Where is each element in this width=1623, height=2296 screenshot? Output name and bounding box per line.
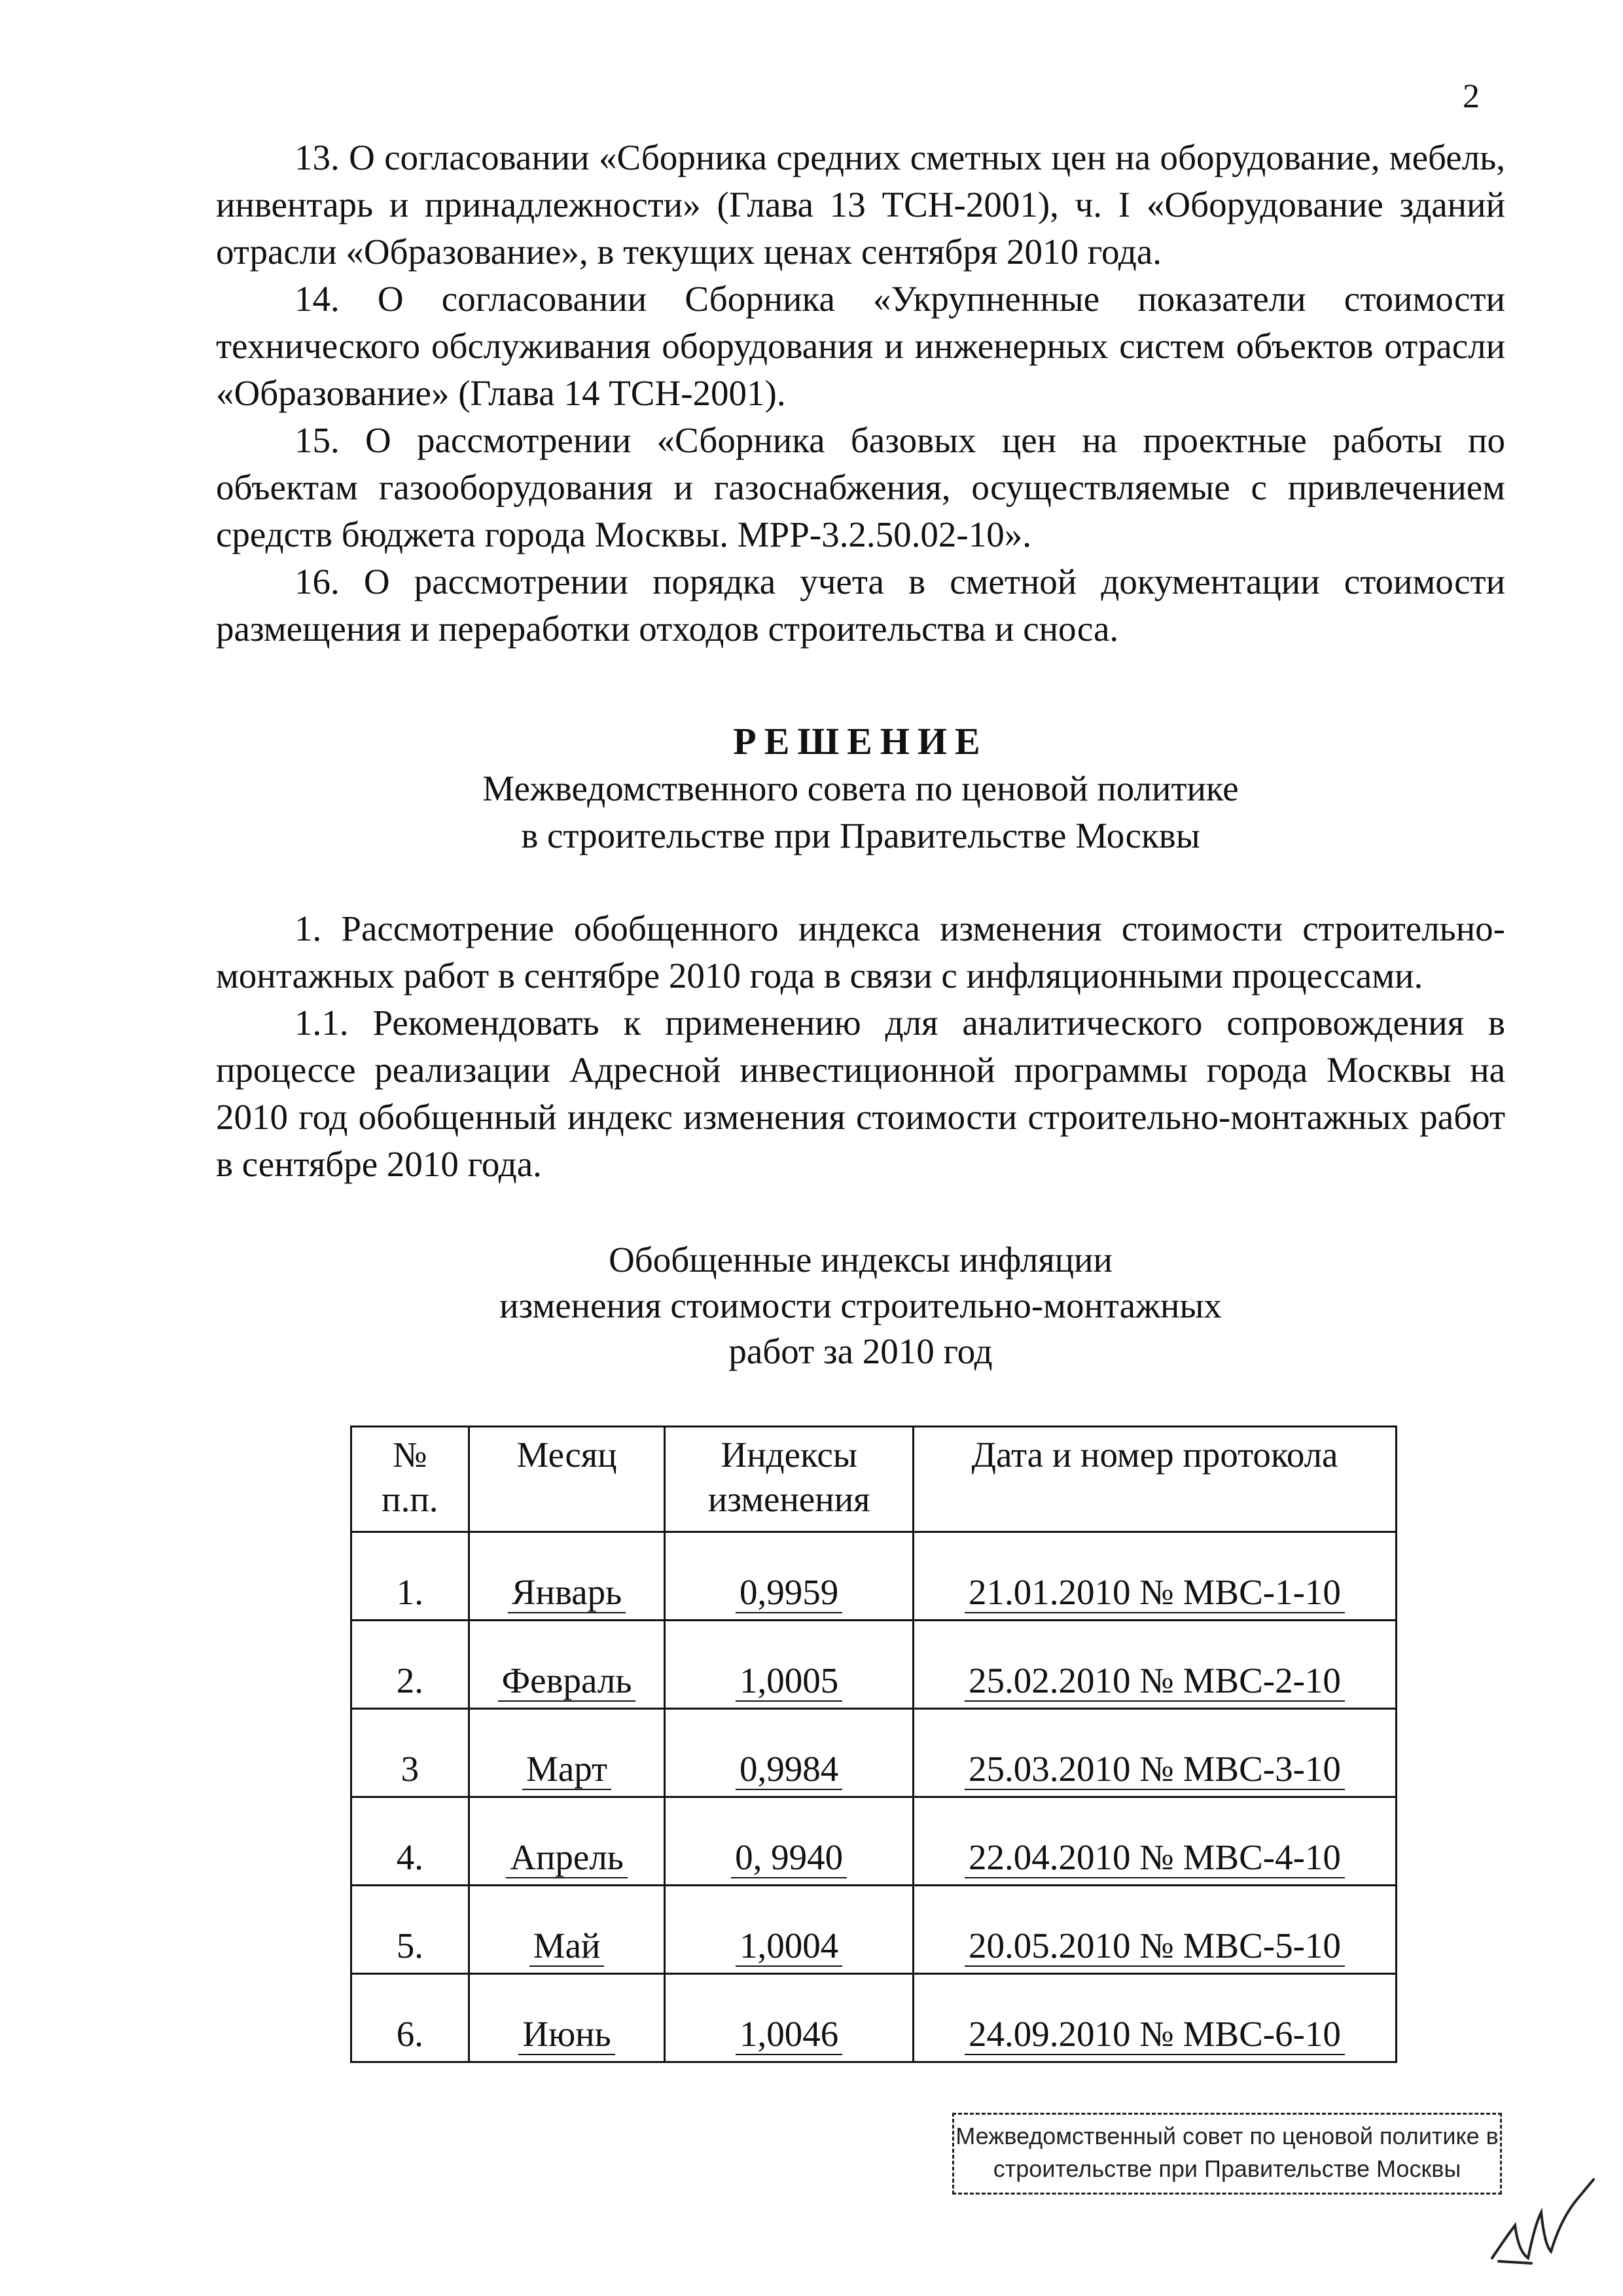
decision-title: РЕШЕНИЕ — [733, 720, 988, 762]
row-month — [469, 1532, 665, 1621]
row-number: 2. — [351, 1621, 469, 1709]
row-month-text: Февраль — [498, 1660, 636, 1702]
table-title-line3: работ за 2010 год — [728, 1331, 993, 1371]
row-month — [469, 1709, 665, 1797]
header-month: Месяц — [469, 1427, 665, 1532]
row-protocol — [913, 1709, 1396, 1797]
council-stamp — [952, 2113, 1502, 2195]
table-header-row — [351, 1427, 1397, 1532]
decision-point-1-1: 1.1. Рекомендовать к применению для аналитического сопровождения в процессе реализации Адресной инвестиционной программы города Москвы на 2010 год обобщенный индекс изменения стоимости строительно-монтажных работ в сентябре 2010 года. — [216, 1003, 1505, 1184]
table-row — [351, 1532, 1397, 1621]
row-protocol-text: 25.03.2010 № МВС-3-10 — [965, 1749, 1345, 1790]
decision-subtitle-line1: Межведомственного совета по ценовой политике — [482, 768, 1239, 808]
agenda-item-15: 15. О рассмотрении «Сборника базовых цен на проектные работы по объектам газооборудования и газоснабжения, осуществляемые с привлечением средств бюджета города Москвы. МРР-3.2.50.02-10». — [216, 420, 1505, 554]
row-protocol-text: 22.04.2010 № МВС-4-10 — [965, 1837, 1345, 1878]
row-protocol-text: 21.01.2010 № МВС-1-10 — [965, 1572, 1345, 1613]
row-index — [665, 1621, 914, 1709]
inflation-index-table — [350, 1426, 1397, 2063]
row-number: 1. — [351, 1532, 469, 1621]
stamp-line2: строительстве при Правительстве Москвы — [993, 2155, 1461, 2182]
page-number: 2 — [1463, 78, 1480, 115]
agenda-item-14: 14. О согласовании Сборника «Укрупненные показатели стоимости технического обслуживания оборудования и инженерных систем объектов отрасли «Образование» (Глава 14 ТСН-2001). — [216, 279, 1505, 413]
row-month-text: Январь — [508, 1572, 626, 1613]
row-month — [469, 1621, 665, 1709]
table-row — [351, 1974, 1397, 2062]
table-row — [351, 1621, 1397, 1709]
table-row — [351, 1709, 1397, 1797]
table-row — [351, 1797, 1397, 1886]
agenda-item-13: 13. О согласовании «Сборника средних сметных цен на оборудование, мебель, инвентарь и принадлежности» (Глава 13 ТСН-2001), ч. I «Оборудование зданий отрасли «Образование», в текущих ценах сентября 2010 года. — [216, 137, 1505, 272]
row-protocol — [913, 1621, 1396, 1709]
row-month — [469, 1974, 665, 2062]
row-protocol — [913, 1797, 1396, 1886]
row-index-text: 1,0004 — [736, 1926, 842, 1967]
stamp-line1: Межведомственный совет по ценовой политике в — [955, 2123, 1499, 2149]
row-index-text: 1,0046 — [736, 2014, 842, 2055]
row-index — [665, 1532, 914, 1621]
table-row — [351, 1886, 1397, 1974]
row-month-text: Март — [522, 1749, 611, 1790]
row-month-text: Июнь — [518, 2014, 615, 2055]
row-month-text: Май — [529, 1926, 605, 1967]
row-month — [469, 1886, 665, 1974]
row-index — [665, 1709, 914, 1797]
row-index-text: 0,9984 — [736, 1749, 842, 1790]
row-index-text: 0, 9940 — [731, 1837, 847, 1878]
row-number: 6. — [351, 1974, 469, 2062]
row-protocol — [913, 1974, 1396, 2062]
row-index-text: 0,9959 — [736, 1572, 842, 1613]
agenda-item-16: 16. О рассмотрении порядка учета в сметной документации стоимости размещения и переработки отходов строительства и сноса. — [216, 562, 1505, 649]
row-index — [665, 1797, 914, 1886]
row-month — [469, 1797, 665, 1886]
handwritten-signature — [1479, 2160, 1610, 2271]
row-protocol — [913, 1886, 1396, 1974]
decision-heading — [216, 718, 1505, 859]
header-number-line1: № — [393, 1435, 427, 1475]
row-protocol-text: 20.05.2010 № МВС-5-10 — [965, 1926, 1345, 1967]
header-number-line2: п.п. — [382, 1479, 438, 1519]
row-protocol-text: 24.09.2010 № МВС-6-10 — [965, 2014, 1345, 2055]
row-month-text: Апрель — [506, 1837, 628, 1878]
row-protocol-text: 25.02.2010 № МВС-2-10 — [965, 1660, 1345, 1702]
header-protocol: Дата и номер протокола — [913, 1427, 1396, 1532]
document-body — [216, 134, 1505, 1374]
row-index-text: 1,0005 — [736, 1660, 842, 1702]
header-index-line1: Индексы — [721, 1435, 857, 1475]
row-index — [665, 1886, 914, 1974]
table-title-line1: Обобщенные индексы инфляции — [609, 1240, 1113, 1280]
header-number — [351, 1427, 469, 1532]
row-protocol — [913, 1532, 1396, 1621]
header-index — [665, 1427, 914, 1532]
row-number: 3 — [351, 1709, 469, 1797]
decision-point-1: 1. Рассмотрение обобщенного индекса изменения стоимости строительно-монтажных работ в сентябре 2010 года в связи с инфляционными процессами. — [216, 908, 1505, 996]
row-index — [665, 1974, 914, 2062]
header-index-line2: изменения — [707, 1479, 870, 1519]
decision-body — [216, 905, 1505, 1188]
row-number: 4. — [351, 1797, 469, 1886]
decision-subtitle-line2: в строительстве при Правительстве Москвы — [521, 816, 1200, 855]
table-title-line2: изменения стоимости строительно-монтажных — [499, 1285, 1222, 1325]
row-number: 5. — [351, 1886, 469, 1974]
table-title — [216, 1237, 1505, 1374]
